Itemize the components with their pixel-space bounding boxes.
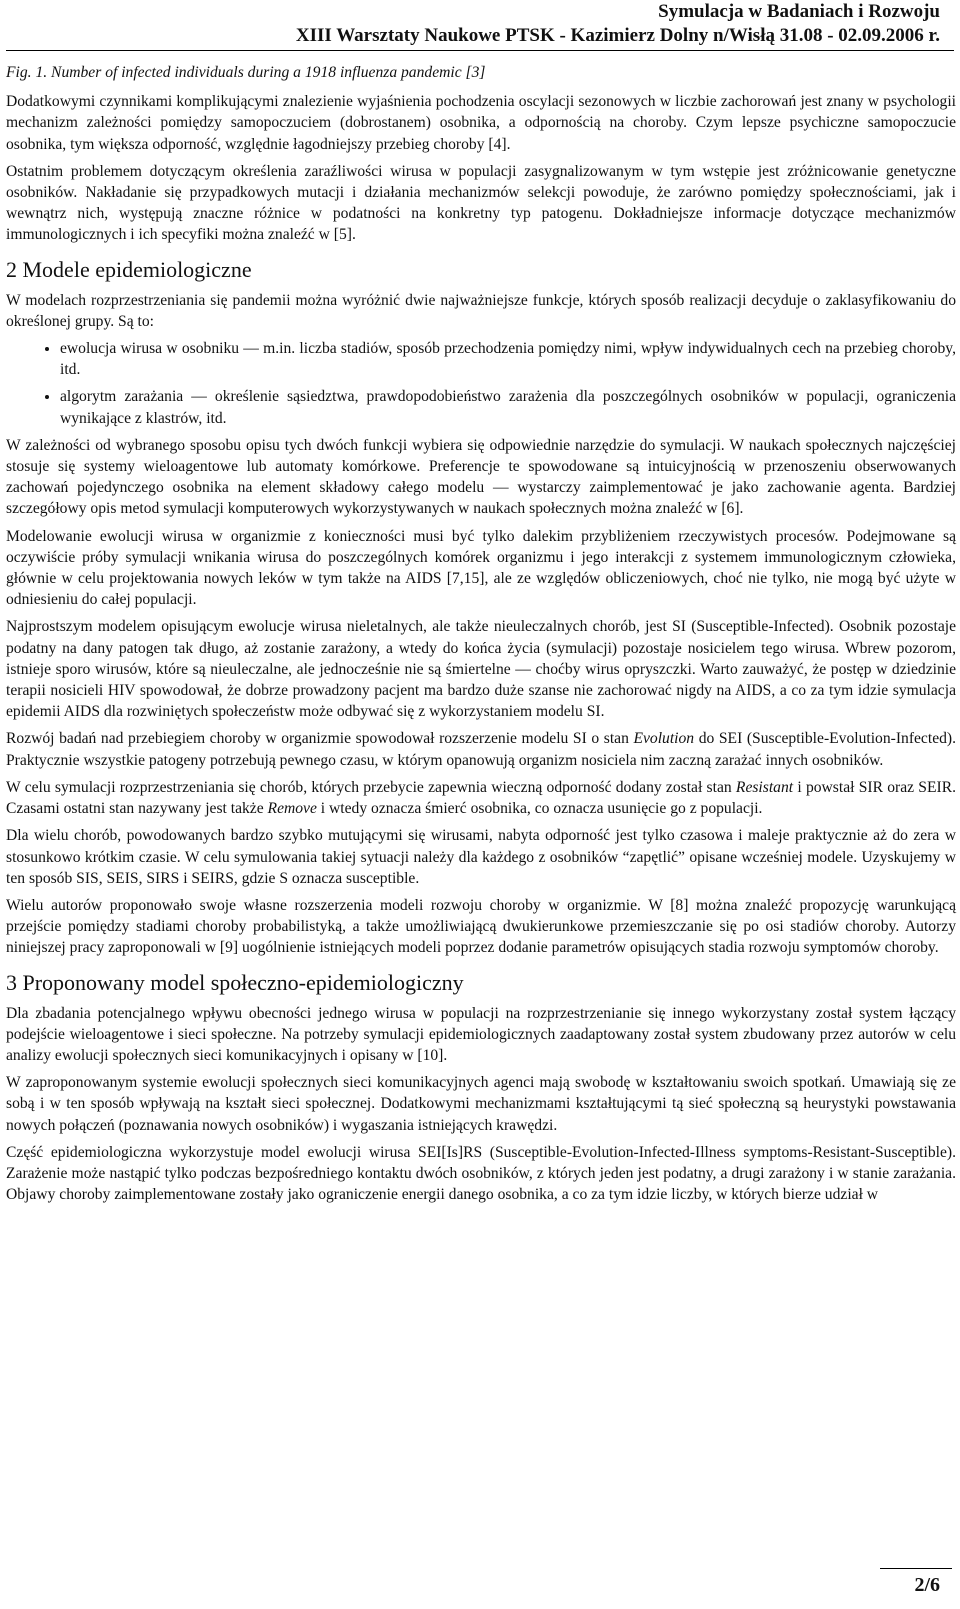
paragraph: W modelach rozprzestrzeniania się pandemii można wyróżnić dwie najważniejsze funkcje, których sposób realizacji decyduje o zaklasyfikowaniu do określonej grupy. Są to: [6, 291, 956, 330]
text-run: i powstał SIR oraz SEIR. Czasami ostatni stan nazywany jest także [6, 778, 957, 818]
section-heading: 3 Proponowany model społeczno-epidemiologiczny [6, 969, 464, 995]
figure-caption: Fig. 1. Number of infected individuals during a 1918 influenza pandemic [3] [6, 64, 486, 81]
paragraph: W zaproponowanym systemie ewolucji społecznych sieci komunikacyjnych agenci mają swobodę w kształtowaniu swoich spotkań. Umawiają się ze sobą i w ten sposób wpływają na kształt sieci społecznej. Dodatkowymi mechanizmami kształtującymi tą sieć społeczną są heurystyki powstawania nowych połączeń (poznawania nowych osobników) i wygaszania istniejących krawędzi. [6, 1074, 956, 1134]
header-divider [6, 50, 954, 51]
paragraph: Dla wielu chorób, powodowanych bardzo szybko mutującymi się wirusami, nabyta odporność jest tylko czasowa i maleje praktycznie aż do zera w stosunkowo krótkim czasie. W celu symulowania takiej sytuacji należy dla każdego z osobników “zapętlić” opisane wcześniej modele. Uzyskujemy w ten sposób SIS, SEIS, SIRS i SEIRS, gdzie S oznacza susceptible. [6, 827, 956, 887]
section-heading: 2 Modele epidemiologiczne [6, 256, 252, 282]
paragraph: Najprostszym modelem opisującym ewolucje wirusa nieletalnych, ale także nieuleczalnych chorób, jest SI (Susceptible-Infected). Osobnik pozostaje podatny na dany patogen tak długo, aż zostanie zarażony, a wtedy do końca życia (symulacji) pozostaje nosicielem tego wirusa. Wbrew pozorom, istnieje sporo wirusów, które są nieuleczalne, ale jednocześnie nie są śmiertelne — choćby wirus opryszczki. Warto zauważyć, że postęp w dziedzinie terapii nosicieli HIV spowodował, że dobrze prowadzony pacjent ma bardzo duże szanse nie zachorować nigdy na AIDS, a co za tym idzie symulacja epidemii AIDS dla rozwiniętych społeczeństw może odbywać się z wykorzystaniem modelu SI. [6, 618, 956, 721]
header-subtitle: XIII Warsztaty Naukowe PTSK - Kazimierz Dolny n/Wisłą 31.08 - 02.09.2006 r. [295, 25, 940, 46]
paragraph [6, 777, 956, 819]
italic-term: Resistant [735, 778, 794, 796]
paragraph [6, 728, 956, 770]
paragraph: Część epidemiologiczna wykorzystuje model ewolucji wirusa SEI[Is]RS (Susceptible-Evolution-Infected-Illness symptoms-Resistant-Susceptible). Zarażenie może nastąpić tylko podczas bezpośredniego kontaktu dwóch osobników, z których jeden jest podatny, a drugi zarażony i w stanie zarażania. Objawy choroby zaimplementowane zostały jako ograniczenie energii danego osobnika, a co za tym idzie liczby, w których bierze udział w [6, 1143, 956, 1204]
italic-term: Remove [267, 800, 317, 818]
text-run: do SEI (Susceptible-Evolution-Infected). Praktycznie wszystkie patogeny potrzebują pewnego czasu, w którym opanowują organizm nosiciela nim zaczną zarażać innych osobników. [6, 730, 956, 769]
text-run: i wtedy oznacza śmierć osobnika, co oznacza usunięcie go z populacji. [316, 800, 763, 818]
paragraph: Dla zbadania potencjalnego wpływu obecności jednego wirusa w populacji na rozprzestrzenianie się innego wykorzystany został system łączący podejście wieloagentowe i sieci społeczne. Na potrzeby symulacji epidemiologicznych zaadaptowany został system zbudowany przez autorów w celu analizy ewolucji społecznych sieci komunikacyjnych i opisany w [10]. [6, 1004, 956, 1064]
list-item: • algorytm zarażania — określenie sąsiedztwa, prawdopodobieństwo zarażenia dla poszczególnych osobników w populacji, ograniczenia wynikające z klastrów, itd. [60, 386, 956, 428]
header-title: Symulacja w Badaniach i Rozwoju [658, 1, 940, 22]
footer-divider [880, 1568, 952, 1569]
paragraph: Ostatnim problemem dotyczącym określenia zaraźliwości wirusa w populacji zasygnalizowanym w tym wstępie jest zróżnicowanie genetyczne osobników. Nakładanie się przypadkowych mutacji i działania mechanizmów selekcji powoduje, że zarówno pomiędzy społecznościami, jak i wewnątrz nich, występują znaczne różnice w podatności na konkretny typ patogenu. Dokładniejsze informacje dotyczące mechanizmów immunologicznych i ich specyfiki można znaleźć w [5]. [6, 162, 956, 244]
running-header [20, 0, 940, 48]
paragraph: Modelowanie ewolucji wirusa w organizmie z konieczności musi być tylko dalekim przybliżeniem rzeczywistych procesów. Podejmowane są oczywiście próby symulacji wnikania wirusa do poszczególnych komórek organizmu i jego interakcji z systemem immunologicznym człowieka, głównie w celu projektowania nowych leków w tym także na AIDS [7,15], ale ze względów obliczeniowych, choć nie tylko, nie mogą być użyte w odniesieniu do całej populacji. [6, 527, 956, 609]
text-run: Rozwój badań nad przebiegiem choroby w organizmie spowodował rozszerzenie modelu SI o stan [6, 730, 634, 748]
paragraph: W zależności od wybranego sposobu opisu tych dwóch funkcji wybiera się odpowiednie narzędzie do symulacji. W naukach społecznych najczęściej stosuje się systemy wieloagentowe lub automaty komórkowe. Preferencje te spowodowane są intuicyjnością w przenoszeniu obserwowanych zachowań pojedynczego osobnika na element składowy całego modelu — wystarczy zaimplementować je jako zachowanie agenta. Bardziej szczegółowy opis metod symulacji komputerowych wykorzystywanych w naukach społecznych można znaleźć w [6]. [6, 436, 956, 518]
text-run: W celu symulacji rozprzestrzeniania się chorób, których przebycie zapewnia wieczną odporność dodany został stan [6, 778, 736, 796]
paragraph: Dodatkowymi czynnikami komplikującymi znalezienie wyjaśnienia pochodzenia oscylacji sezonowych w liczbie zachorowań jest znany w psychologii mechanizm zależności pomiędzy samopoczuciem (dobrostanem) osobnika, a odpornością na choroby. Czym lepsze psychiczne samopoczucie osobnika, tym większa odporność, względnie łagodniejszy przebieg choroby [4]. [6, 93, 956, 153]
paragraph: Wielu autorów proponowało swoje własne rozszerzenia modeli rozwoju choroby w organizmie. W [8] można znaleźć propozycję warunkującą przejście pomiędzy stadiami choroby probabilistyką, a także umożliwiającą dwukierunkowe przemieszczanie się po osi stadiów choroby. Autorzy niniejszej pracy zaproponowali w [9] uogólnienie istniejących modeli poprzez dodanie parametrów opisujących stadia rozwoju symptomów choroby. [6, 896, 956, 957]
italic-term: Evolution [633, 730, 695, 748]
list-item: • ewolucja wirusa w osobniku — m.in. liczba stadiów, sposób przechodzenia pomiędzy nimi, wpływ indywidualnych cech na przebieg choroby, itd. [60, 338, 956, 380]
page-number: 2/6 [914, 1574, 940, 1596]
body-text [6, 58, 956, 1211]
bullet-list [6, 338, 956, 429]
